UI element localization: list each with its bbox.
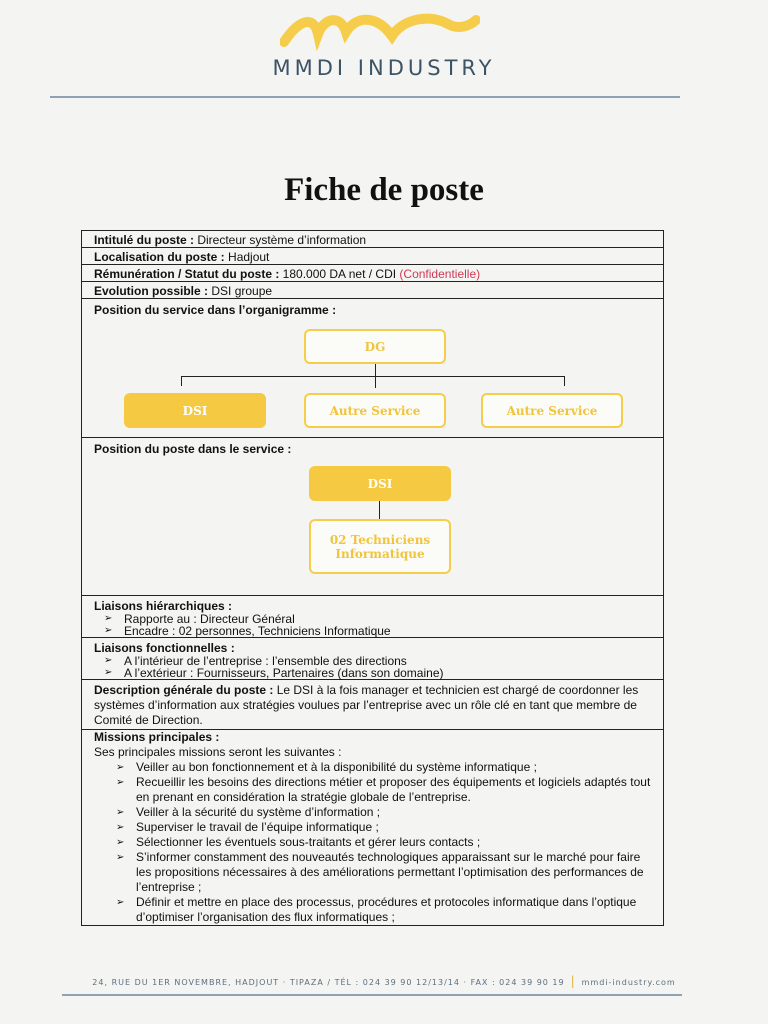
mission-item: ➢ Veiller au bon fonctionnement et à la disponibilité du système informatique ; bbox=[106, 760, 655, 775]
missions-intro: Ses principales missions seront les suivantes : bbox=[94, 745, 342, 759]
footer bbox=[0, 974, 768, 988]
row-missions bbox=[82, 730, 663, 925]
row-evolution bbox=[82, 282, 663, 299]
description-label: Description générale du poste : bbox=[94, 683, 274, 697]
org-connector-horizontal bbox=[181, 376, 565, 377]
org-box-autre-service-2: Autre Service bbox=[481, 393, 623, 428]
row-organigramme bbox=[82, 299, 663, 438]
brand-name: MMDI INDUSTRY bbox=[272, 56, 496, 80]
service-box-dsi: DSI bbox=[309, 466, 451, 501]
evolution-label: Evolution possible : bbox=[94, 284, 209, 298]
liaison-item: ➢ Encadre : 02 personnes, Techniciens Informatique bbox=[94, 625, 663, 637]
remuneration-label: Rémunération / Statut du poste : bbox=[94, 267, 280, 281]
mission-item: ➢ Veiller à la sécurité du système d’information ; bbox=[106, 805, 655, 820]
intitule-label: Intitulé du poste : bbox=[94, 233, 194, 247]
liaison-item: ➢ A l’extérieur : Fournisseurs, Partenaires (dans son domaine) bbox=[94, 667, 663, 679]
mission-item: ➢ S’informer constamment des nouveautés technologiques apparaissant sur le marché pour faire les propositions nécessaires à des améliorations permettant l’optimisation des performances de l’entreprise ; bbox=[106, 850, 655, 895]
org-box-dg: DG bbox=[304, 329, 446, 364]
confidential-note: (Confidentielle) bbox=[399, 267, 481, 281]
footer-website: mmdi-industry.com bbox=[581, 978, 676, 987]
org-connector-left bbox=[181, 376, 182, 386]
service-box-techniciens: 02 Techniciens Informatique bbox=[309, 519, 451, 574]
row-description bbox=[82, 680, 663, 730]
letterhead bbox=[0, 0, 768, 100]
liaison-item: ➢ Rapporte au : Directeur Général bbox=[94, 613, 663, 625]
service-position-label: Position du poste dans le service : bbox=[94, 442, 292, 456]
organigramme-label: Position du service dans l’organigramme : bbox=[94, 303, 337, 317]
evolution-value: DSI groupe bbox=[208, 284, 273, 298]
localisation-value: Hadjout bbox=[224, 250, 270, 264]
header-rule bbox=[50, 96, 680, 98]
liaisons-fonctionnelles-label: Liaisons fonctionnelles : bbox=[94, 641, 235, 655]
remuneration-value: 180.000 DA net / CDI bbox=[279, 267, 400, 281]
org-box-autre-service-1: Autre Service bbox=[304, 393, 446, 428]
job-sheet-table bbox=[81, 230, 664, 926]
footer-address: 24, RUE DU 1ER NOVEMBRE, HADJOUT · TIPAZA / TÉL : 024 39 90 12/13/14 · FAX : 024 39 90 19 bbox=[92, 978, 565, 987]
page-title: Fiche de poste bbox=[284, 172, 484, 208]
liaisons-hierarchiques-label: Liaisons hiérarchiques : bbox=[94, 599, 233, 613]
mission-item: ➢ Définir et mettre en place des processus, procédures et protocoles informatique dans l’optique d’optimiser l’organisation des flux informatiques ; bbox=[106, 895, 655, 925]
row-remuneration bbox=[82, 265, 663, 282]
row-service-position bbox=[82, 438, 663, 596]
logo-icon bbox=[280, 8, 480, 56]
row-liaisons-fonctionnelles bbox=[82, 638, 663, 680]
footer-separator: | bbox=[570, 974, 576, 988]
row-localisation bbox=[82, 248, 663, 265]
localisation-label: Localisation du poste : bbox=[94, 250, 225, 264]
service-connector bbox=[379, 501, 380, 519]
description-text: Le DSI à la fois manager et technicien est chargé de coordonner les systèmes d’information aux stratégies voulues par l’entreprise avec un rôle clé en tant que membre de Comité de Direction. bbox=[94, 683, 639, 727]
row-liaisons-hierarchiques bbox=[82, 596, 663, 638]
org-box-dsi: DSI bbox=[124, 393, 266, 428]
mission-item: ➢ Superviser le travail de l’équipe informatique ; bbox=[106, 820, 655, 835]
org-connector-right bbox=[564, 376, 565, 386]
missions-label: Missions principales : bbox=[94, 730, 220, 744]
mission-item: ➢ Sélectionner les éventuels sous-traitants et gérer leurs contacts ; bbox=[106, 835, 655, 850]
footer-rule bbox=[62, 994, 682, 996]
intitule-value: Directeur système d’information bbox=[194, 233, 367, 247]
mission-item: ➢ Recueillir les besoins des directions métier et proposer des équipements et logiciels adaptés tout en prenant en considération la stratégie globale de l’entreprise. bbox=[106, 775, 655, 805]
liaison-item: ➢ A l’intérieur de l’entreprise : l’ensemble des directions bbox=[94, 655, 663, 667]
row-intitule bbox=[82, 231, 663, 248]
